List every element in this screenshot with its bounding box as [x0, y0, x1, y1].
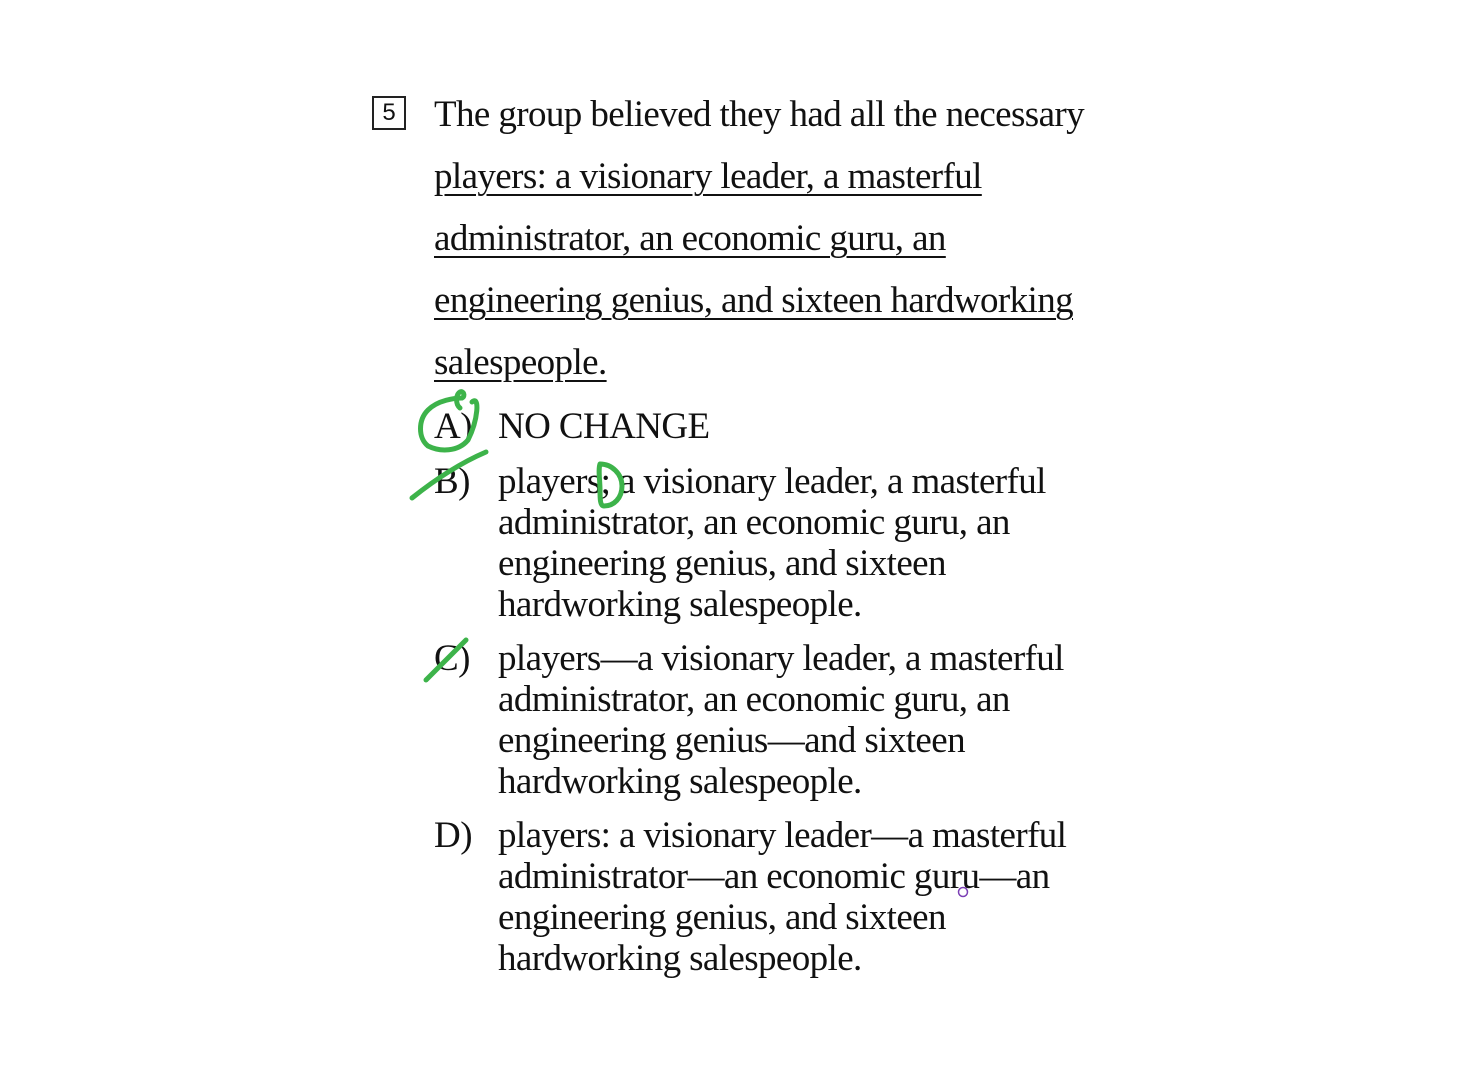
question-stem — [434, 88, 1134, 398]
choice-c-letter: C) — [434, 638, 470, 679]
stem-underlined-text: administrator, an economic guru, an — [434, 218, 946, 259]
question-number-box: 5 — [372, 96, 406, 130]
choice-d[interactable] — [434, 815, 1066, 979]
stem-line — [434, 212, 1134, 274]
choice-d-text: players: a visionary leader—a masterful administrator—an economic guru—an engineering genius, and sixteen hardworking salespeople. — [498, 815, 1067, 979]
choice-a[interactable] — [434, 406, 709, 447]
choice-d-letter: D) — [434, 815, 473, 856]
stem-line-text: The group believed they had all the necessary — [434, 94, 1085, 135]
stem-line — [434, 150, 1134, 212]
stem-line — [434, 336, 1134, 398]
stem-underlined-text: players: a visionary leader, a masterful — [434, 156, 982, 197]
choice-b-letter: B) — [434, 461, 470, 502]
choice-b-text: players; a visionary leader, a masterful administrator, an economic guru, an engineering genius, and sixteen hardworking salespeople. — [498, 461, 1046, 625]
choice-a-text: NO CHANGE — [498, 406, 710, 447]
choice-b[interactable] — [434, 461, 1046, 625]
choice-a-letter: A) — [434, 406, 473, 447]
stem-line — [434, 274, 1134, 336]
choice-c[interactable] — [434, 638, 1064, 802]
choice-c-text: players—a visionary leader, a masterful administrator, an economic guru, an engineering genius—and sixteen hardworking salespeople. — [498, 638, 1064, 802]
stem-line — [434, 88, 1134, 150]
stem-underlined-text: engineering genius, and sixteen hardworking — [434, 280, 1073, 321]
stem-underlined-text: salespeople. — [434, 342, 607, 383]
